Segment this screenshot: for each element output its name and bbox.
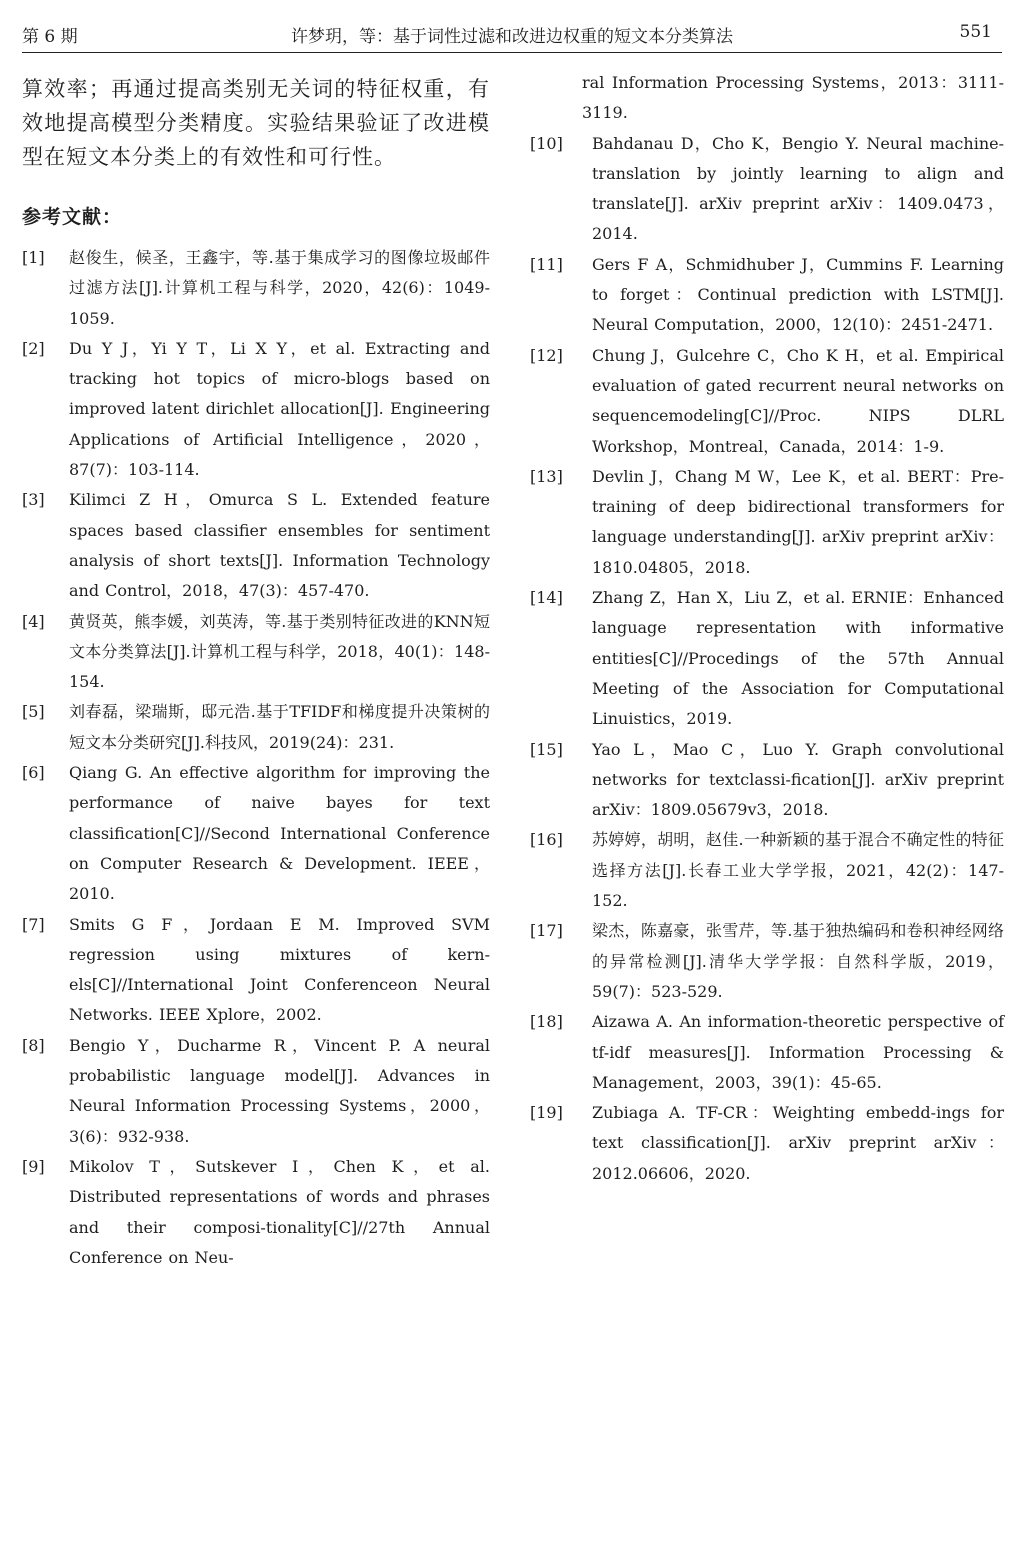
- reference-item: [22, 607, 490, 698]
- conclusion-text: 算效率；再通过提高类别无关词的特征权重，有效地提高模型分类精度。实验结果验证了改进模型在短文本分类上的有效性和可行性。: [22, 77, 490, 169]
- reference-number: [2]: [22, 338, 45, 358]
- reference-text: Zhang Z，Han X，Liu Z，et al. ERNIE：Enhanced language representation with informative entities[C]//Procedings of the 57th Annual Meeting of the Association for Computational Linuistics，2019.: [592, 588, 1004, 729]
- reference-number: [4]: [22, 611, 45, 631]
- reference-number: [10]: [530, 133, 563, 153]
- reference-item: [22, 243, 490, 334]
- reference-text: Kilimci Z H，Omurca S L. Extended feature spaces based classifier ensembles for sentiment analysis of short texts[J]. Information Technology and Control，2018，47(3)：457-470.: [69, 490, 490, 601]
- reference-number: [16]: [530, 830, 563, 850]
- running-header: [22, 18, 1002, 53]
- references-heading: 参考文献：: [22, 206, 123, 228]
- reference-number: [12]: [530, 345, 563, 365]
- reference-item: [530, 462, 1004, 583]
- reference-text: Bengio Y，Ducharme R，Vincent P. A neural probabilistic language model[J]. Advances in Neural Information Processing Systems，2000，3(6)：932-938.: [69, 1035, 490, 1146]
- reference-item: [530, 735, 1004, 826]
- reference-item: [22, 485, 490, 606]
- reference-text: 黄贤英，熊李媛，刘英涛，等.基于类别特征改进的KNN短文本分类算法[J].计算机工程与科学，2018，40(1)：148-154.: [69, 611, 490, 692]
- reference-text: Mikolov T，Sutskever I，Chen K，et al. Distributed representations of words and phrases and their composi-tionality[C]//27th Annual Conference on Neu-: [69, 1156, 490, 1267]
- reference-item: [530, 916, 1004, 1007]
- reference-text: Gers F A，Schmidhuber J，Cummins F. Learning to forget：Continual prediction with LSTM[J]. Neural Computation，2000，12(10)：2451-2471.: [592, 254, 1004, 335]
- reference-item: [22, 758, 490, 909]
- reference-number: [14]: [530, 588, 563, 608]
- reference-text: Zubiaga A. TF-CR：Weighting embedd-ings for text classification[J]. arXiv preprint arXiv：2012.06606，2020.: [592, 1103, 1004, 1183]
- conclusion-paragraph: [22, 72, 490, 174]
- reference-text: 刘春磊，梁瑞斯，邸元浩.基于TFIDF和梯度提升决策树的短文本分类研究[J].科技风，2019(24)：231.: [69, 702, 490, 752]
- left-column: [22, 72, 490, 1273]
- reference-number: [5]: [22, 702, 45, 722]
- running-title: 许梦玥，等：基于词性过滤和改进边权重的短文本分类算法: [291, 27, 733, 47]
- reference-number: [11]: [530, 254, 563, 274]
- reference-item: [22, 910, 490, 1031]
- reference-text: 苏婷婷，胡明，赵佳.一种新颖的基于混合不确定性的特征选择方法[J].长春工业大学学报，2021，42(2)：147-152.: [592, 830, 1004, 911]
- reference-number: [1]: [22, 248, 45, 267]
- reference-number: [6]: [22, 763, 45, 783]
- reference-number: [9]: [22, 1156, 45, 1176]
- reference-text: 赵俊生，候圣，王鑫宇，等.基于集成学习的图像垃圾邮件过滤方法[J].计算机工程与科学，2020，42(6)：1049-1059.: [69, 248, 490, 328]
- reference-item: [22, 697, 490, 758]
- reference-text: Yao L，Mao C，Luo Y. Graph convolutional networks for textclassi-fication[J]. arXiv preprint arXiv：1809.05679v3，2018.: [592, 739, 1004, 820]
- reference-item: [530, 1007, 1004, 1098]
- reference-number: [15]: [530, 739, 563, 759]
- reference-number: [8]: [22, 1035, 45, 1055]
- reference-number: [17]: [530, 921, 563, 941]
- reference-list-left: [22, 243, 490, 1273]
- reference-item: [22, 1031, 490, 1152]
- reference-text: Du Y J，Yi Y T，Li X Y，et al. Extracting and tracking hot topics of micro-blogs based on improved latent dirichlet allocation[J]. Engineering Applications of Artificial Intelligence，2020，87(7)：103-114.: [69, 338, 490, 480]
- reference-text: Devlin J，Chang M W，Lee K，et al. BERT：Pre-training of deep bidirectional transformers for language understanding[J]. arXiv preprint arXiv：1810.04805，2018.: [592, 466, 1004, 577]
- reference-9-continuation: ral Information Processing Systems，2013：3111-3119.: [582, 73, 1004, 123]
- reference-item: [530, 341, 1004, 462]
- issue-number: 第 6 期: [22, 27, 78, 47]
- reference-number: [19]: [530, 1103, 563, 1123]
- page-number: 551: [959, 22, 992, 42]
- reference-item: [530, 583, 1004, 734]
- reference-text: Bahdanau D，Cho K，Bengio Y. Neural machine-translation by jointly learning to align and translate[J]. arXiv preprint arXiv：1409.0473，2014.: [592, 133, 1004, 244]
- reference-text: Aizawa A. An information-theoretic perspective of tf-idf measures[J]. Information Processing & Management，2003，39(1)：45-65.: [592, 1012, 1004, 1092]
- reference-text: Qiang G. An effective algorithm for improving the performance of naive bayes for text classification[C]//Second International Conference on Computer Research & Development. IEEE，2010.: [69, 763, 490, 904]
- reference-text: 梁杰，陈嘉豪，张雪芹，等.基于独热编码和卷积神经网络的异常检测[J].清华大学学报：自然科学版，2019，59(7)：523-529.: [592, 921, 1004, 1001]
- reference-item: [22, 1152, 490, 1273]
- reference-number: [3]: [22, 490, 45, 510]
- reference-number: [18]: [530, 1012, 563, 1032]
- reference-item: [530, 129, 1004, 250]
- reference-list-right: [530, 129, 1004, 1189]
- right-column: [530, 72, 1004, 1189]
- reference-item: [530, 825, 1004, 916]
- reference-text: Smits G F，Jordaan E M. Improved SVM regression using mixtures of kern-els[C]//International Joint Conferenceon Neural Networks. IEEE Xplore，2002.: [69, 914, 490, 1025]
- reference-number: [13]: [530, 466, 563, 486]
- reference-item: [530, 1098, 1004, 1189]
- reference-text: Chung J，Gulcehre C，Cho K H，et al. Empirical evaluation of gated recurrent neural networks on sequencemodeling[C]//Proc. NIPS DLRL Workshop，Montreal，Canada，2014：1-9.: [592, 345, 1004, 456]
- reference-item: [530, 250, 1004, 341]
- reference-item: [22, 334, 490, 485]
- reference-number: [7]: [22, 914, 45, 934]
